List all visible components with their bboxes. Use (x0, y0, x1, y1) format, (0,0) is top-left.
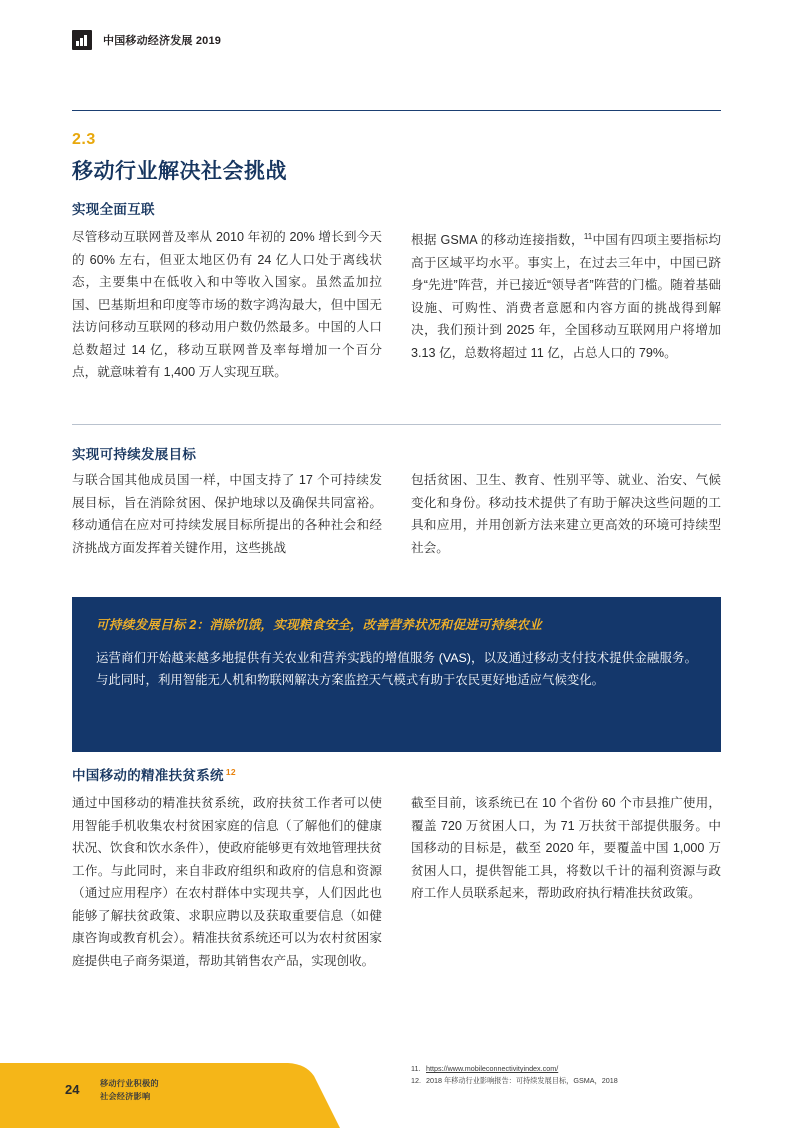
footer-label-line-1: 移动行业积极的 (100, 1079, 159, 1088)
subsection-heading-poverty-system (72, 764, 236, 784)
last-section-right-column: 截至目前，该系统已在 10 个省份 60 个市县推广使用，覆盖 720 万贫困人口，为 71 万扶贫干部提供服务。中国移动的目标是，截至 2020 年，要覆盖中国 1,000 万贫困人口，提供智能工具，将数以千计的福利资源与政府工作人员联系起来，帮助政府执行精准扶贫政策。 (411, 796, 721, 900)
subsection-heading-sdg (72, 443, 196, 463)
footnote-item (411, 1063, 731, 1075)
subsection-1-left-column: 尽管移动互联网普及率从 2010 年初的 20% 增长到今天的 60% 左右，但亚太地区仍有 24 亿人口处于离线状态，主要集中在低收入和中等收入国家。虽然孟加拉国、巴基斯坦和印度等市场的数字鸿沟最大，但中国无法访问移动互联网的移动用户数仍然最多。中国的人口总数超过 14 亿，移动互联网普及率每增加一个百分点，就意味着有 1,400 万人实现互联。 (72, 230, 382, 379)
subsection-2-right-column: 包括贫困、卫生、教育、性别平等、就业、治安、气候变化和身份。移动技术提供了有助于解决这些问题的工具和应用，并用创新方法来建立更高效的环境可持续型社会。 (411, 473, 721, 555)
footnote-text: 2018 年移动行业影响报告：可持续发展目标，GSMA，2018 (426, 1075, 618, 1085)
section-number: 2.3 (72, 131, 96, 148)
top-divider (72, 110, 721, 111)
page-title: 移动行业解决社会挑战 (72, 160, 287, 183)
bar-chart-logo-icon (72, 30, 92, 50)
divider-after-subsection-1 (72, 424, 721, 425)
footer-label-line-2: 社会经济影响 (100, 1092, 151, 1101)
footer-label (100, 1077, 159, 1103)
callout-body: 运营商们开始越来越多地提供有关农业和营养实践的增值服务 (VAS)，以及通过移动支付技术提供金融服务。与此同时，利用智能无人机和物联网解决方案监控天气模式有助于农民更好地适应气候变化。 (96, 651, 697, 687)
footnote-item (411, 1075, 731, 1087)
subsection-heading-connectivity-label: 实现全面互联 (72, 202, 155, 217)
footnote-ref-12[interactable]: 12 (225, 766, 236, 777)
subsection-heading-sdg-label: 实现可持续发展目标 (72, 447, 197, 462)
page-number: 24 (65, 1082, 80, 1097)
subsection-1-right-column (411, 226, 721, 364)
subsection-2-left-column: 与联合国其他成员国一样，中国支持了 17 个可持续发展目标，旨在消除贫困、保护地球以及确保共同富裕。移动通信在应对可持续发展目标所提出的各种社会和经济挑战方面发挥着关键作用，这些挑战 (72, 473, 382, 555)
callout-box-sdg2 (72, 597, 721, 752)
subsection-1-right-text-b: 中国有四项主要指标均高于区域平均水平。事实上，在过去三年中，中国已跻身“先进”阵营，并已接近“领导者”阵营的门槛。随着基础设施、可购性、消费者意愿和内容方面的挑战得到解决，我们预计到 2025 年，全国移动互联网用户将增加 3.13 亿，总数将超过 11 亿，占总人口的 79%。 (411, 233, 722, 360)
header-title: 中国移动经济发展 2019 (103, 35, 222, 47)
footnote-number: 11. (411, 1064, 421, 1073)
footnote-link[interactable]: https://www.mobileconnectivityindex.com/ (426, 1064, 559, 1073)
subsection-1-right-text-a: 根据 GSMA 的移动连接指数， (411, 233, 584, 248)
footer-decoration-shape (0, 1023, 340, 1128)
subsection-heading-connectivity (72, 198, 155, 218)
footnote-number: 12. (411, 1075, 421, 1085)
callout-title: 可持续发展目标 2：消除饥饿，实现粮食安全，改善营养状况和促进可持续农业 (96, 618, 542, 632)
footnote-ref-11[interactable]: 11 (583, 232, 593, 241)
subsection-heading-poverty-system-label: 中国移动的精准扶贫系统 (72, 768, 224, 783)
footnotes (411, 1063, 731, 1086)
page-header (72, 30, 221, 50)
last-section-left-column: 通过中国移动的精准扶贫系统，政府扶贫工作者可以使用智能手机收集农村贫困家庭的信息（了解他们的健康状况、饮食和饮水条件），使政府能够更有效地管理扶贫工作。与此同时，来自非政府组织和政府的信息和资源（通过应用程序）在农村群体中实现共享，人们因此也能够了解扶贫政策、求职应聘以及获取重要信息（如健康咨询或教育机会）。精准扶贫系统还可以为农村贫困家庭提供电子商务渠道，帮助其销售农产品，实现创收。 (72, 796, 382, 968)
